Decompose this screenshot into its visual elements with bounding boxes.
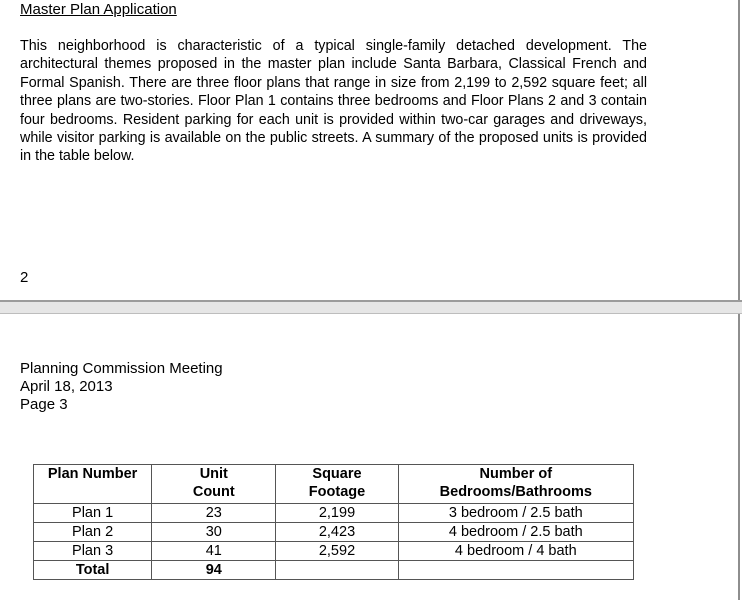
- description-paragraph: This neighborhood is characteristic of a typical single-family detached development. The architectural themes proposed in the master plan include Santa Barbara, Classical French and Formal Spanish. There are three floor plans that range in size from 2,199 to 2,592 square feet; all three plans are two-stories. Floor Plan 1 contains three bedrooms and Floor Plans 2 and 3 contain four bedrooms. Resident parking for each unit is provided within two-car garages and driveways, while visitor parking is available on the public streets. A summary of the proposed units is provided in the table below.: [20, 38, 647, 165]
- table-row: [34, 523, 634, 542]
- cell-sqft: 2,592: [276, 542, 398, 561]
- meeting-title: Planning Commission Meeting: [20, 360, 223, 377]
- cell-sqft: 2,199: [276, 504, 398, 523]
- header-square-footage: Square Footage: [276, 465, 398, 504]
- table-row: [34, 542, 634, 561]
- document-page-3: [0, 314, 740, 600]
- table-total-row: [34, 561, 634, 580]
- cell-count: 23: [152, 504, 276, 523]
- header-unit-count: Unit Count: [152, 465, 276, 504]
- cell-total-sqft: [276, 561, 398, 580]
- page-header: [20, 360, 223, 414]
- document-page-2: [0, 0, 740, 300]
- cell-total-count: 94: [152, 561, 276, 580]
- cell-count: 30: [152, 523, 276, 542]
- page-number: 2: [20, 269, 29, 286]
- cell-plan: Plan 2: [34, 523, 152, 542]
- cell-beds: 4 bedroom / 2.5 bath: [398, 523, 633, 542]
- cell-total-beds: [398, 561, 633, 580]
- section-heading: Master Plan Application: [20, 1, 177, 18]
- header-bedrooms-bathrooms: Number of Bedrooms/Bathrooms: [398, 465, 633, 504]
- cell-plan: Plan 1: [34, 504, 152, 523]
- cell-total-label: Total: [34, 561, 152, 580]
- cell-beds: 3 bedroom / 2.5 bath: [398, 504, 633, 523]
- table-header-row: [34, 465, 634, 504]
- units-summary-table: [33, 464, 634, 580]
- header-plan-number: Plan Number: [34, 465, 152, 504]
- cell-count: 41: [152, 542, 276, 561]
- page-label: Page 3: [20, 396, 68, 413]
- cell-plan: Plan 3: [34, 542, 152, 561]
- page-separator: [0, 300, 742, 314]
- cell-sqft: 2,423: [276, 523, 398, 542]
- meeting-date: April 18, 2013: [20, 378, 113, 395]
- cell-beds: 4 bedroom / 4 bath: [398, 542, 633, 561]
- table-row: [34, 504, 634, 523]
